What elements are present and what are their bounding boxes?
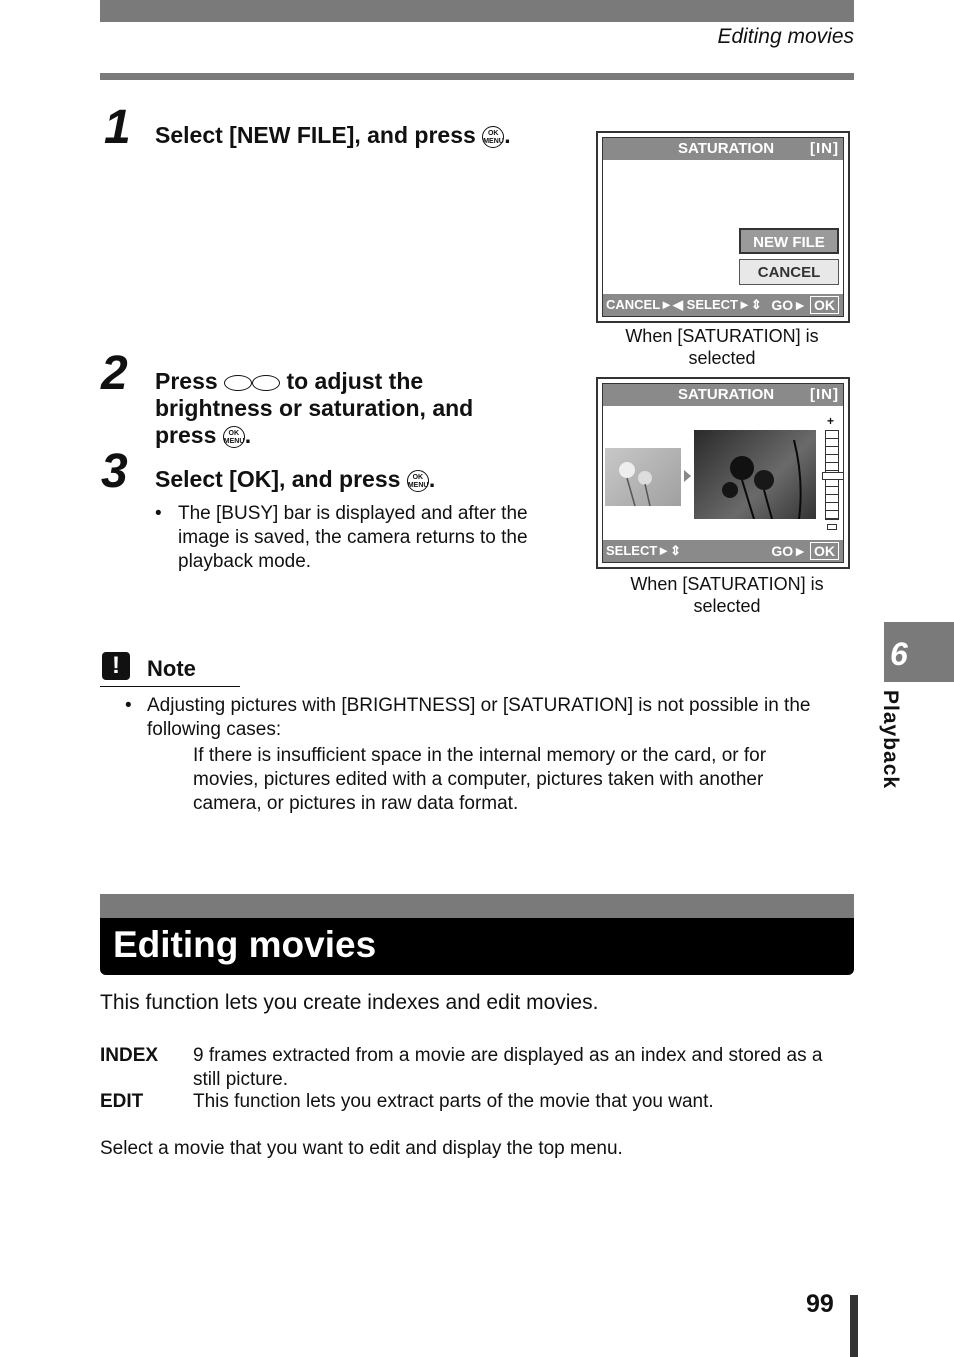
page-number: 99 — [806, 1290, 834, 1318]
caution-icon: ! — [102, 652, 130, 680]
camera-screen-new-file — [596, 131, 850, 323]
step-3-bullet: • The [BUSY] bar is displayed and after the image is saved, the camera returns to the playback mode. — [155, 503, 528, 572]
section-intro: This function lets you create indexes and edit movies. — [100, 991, 599, 1014]
term-index: INDEX — [100, 1045, 159, 1066]
right-arrow-icon — [684, 470, 691, 482]
step-1-label: Select [NEW FILE], and press — [155, 122, 476, 148]
slider-handle[interactable] — [822, 472, 844, 480]
step-2-number: 2 — [101, 347, 128, 400]
menu-item-new-file[interactable]: NEW FILE — [739, 228, 839, 254]
footer-select: SELECT — [606, 543, 658, 558]
minus-icon — [827, 524, 837, 530]
footer-go: GO — [771, 543, 794, 559]
step-2-text: Press to adjust the brightness or saturation, and press OK MENU. — [155, 368, 474, 448]
screen-1-caption: When [SATURATION] is selected — [625, 326, 819, 368]
up-arrow-icon — [224, 375, 252, 391]
ok-icon: OK — [810, 542, 839, 560]
screen-title: SATURATION — [678, 140, 775, 157]
screen-title-bar — [603, 138, 843, 160]
screen-footer: SELECT►⇕ GO► OK — [603, 540, 843, 562]
note-detail: If there is insufficient space in the internal memory or the card, or for movies, pictures edited with a computer, pictures taken with another camera, or pictures in raw data format. — [193, 745, 767, 814]
section-top-bar — [100, 894, 854, 918]
section-title: Editing movies — [113, 924, 377, 965]
screen-2-caption: When [SATURATION] is selected — [630, 574, 824, 616]
footer-go: GO — [771, 297, 794, 313]
internal-memory-icon: [IN] — [810, 140, 839, 157]
footer-select: SELECT — [686, 297, 738, 312]
menu-item-cancel[interactable]: CANCEL — [739, 259, 839, 285]
section-outro: Select a movie that you want to edit and display the top menu. — [100, 1138, 623, 1159]
desc-index: 9 frames extracted from a movie are displayed as an index and stored as a still picture. — [193, 1045, 823, 1090]
internal-memory-icon: [IN] — [810, 386, 839, 403]
chapter-tab — [884, 622, 954, 682]
plus-icon: + — [827, 414, 835, 428]
header-rule — [100, 73, 854, 80]
footer-cancel: CANCEL — [606, 297, 661, 312]
chapter-label: Playback — [879, 690, 902, 790]
ok-icon: OK — [810, 296, 839, 314]
note-bullet: • Adjusting pictures with [BRIGHTNESS] or [SATURATION] is not possible in the following cases: — [125, 695, 811, 740]
step-3-text: Select [OK], and press OK MENU. — [155, 466, 436, 492]
camera-screen-saturation-adjust — [596, 377, 850, 569]
step-1-text: Select [NEW FILE], and press OK MENU. — [155, 122, 511, 148]
section-title-bar — [100, 918, 854, 975]
adjusted-image-preview — [694, 430, 816, 519]
screen-title: SATURATION — [678, 386, 775, 403]
page-number-bar — [850, 1295, 858, 1357]
original-image-thumbnail — [605, 448, 681, 506]
ok-menu-button-icon: OK MENU — [482, 126, 504, 148]
desc-edit: This function lets you extract parts of the movie that you want. — [193, 1091, 714, 1112]
definition-index — [100, 1044, 854, 1092]
note-header — [100, 652, 240, 687]
ok-menu-button-icon: OK MENU — [223, 426, 245, 448]
screen-title-bar — [603, 384, 843, 406]
down-arrow-icon — [252, 375, 280, 391]
chapter-number: 6 — [890, 636, 908, 672]
screen-footer: CANCEL►◀ SELECT►⇕ GO► OK — [603, 294, 843, 316]
step-3-number: 3 — [101, 445, 128, 498]
ok-menu-button-icon: OK MENU — [407, 470, 429, 492]
header-title: Editing movies — [717, 25, 854, 48]
step-1-number: 1 — [104, 101, 131, 154]
note-label: Note — [147, 656, 196, 681]
header-top-bar — [100, 0, 854, 22]
definition-edit — [100, 1090, 854, 1114]
term-edit: EDIT — [100, 1091, 144, 1112]
